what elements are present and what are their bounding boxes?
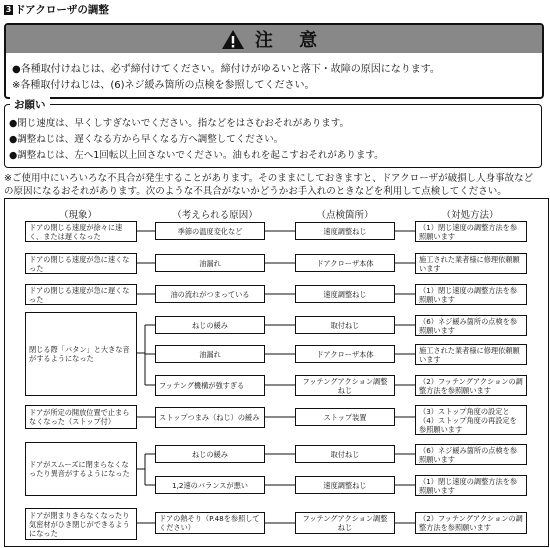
request-title: お願い (10, 97, 50, 112)
checkpoint-3: 速度調整ねじ (295, 285, 395, 303)
phenomenon-4: 閉じる際「バタン」と大きな音がするようになった (25, 312, 137, 396)
remedy-1: （1）閉じ速度の調整方法を参照願います (415, 221, 527, 242)
cause-3: 油の流れがつまっている (155, 285, 265, 303)
checkpoint-8: 取付ねじ (295, 445, 395, 463)
cause-10: ドアの熱そり（P.48を参照してください） (155, 512, 265, 534)
cause-2: 油漏れ (155, 254, 265, 272)
remedy-2: 施工された業者様に修理依頼願います (415, 253, 527, 274)
request-line-2: ●調整ねじは、遅くなる方から早くなる方へ調整してください。 (9, 134, 284, 145)
column-header-checkpoint: （点検箇所） (316, 210, 374, 221)
cause-9: 1,2速のバランスが悪い (155, 476, 265, 494)
phenomenon-6: ドアがスムーズに閉まらなくなったり異音がするようになった (25, 442, 137, 496)
cause-1: 季節の温度変化など (155, 222, 265, 240)
remedy-6: （2）フッテングアクションの調整方法を参照願います (415, 375, 527, 396)
column-header-cause: （考えられる原因） (172, 210, 258, 221)
cause-4: ねじの緩み (155, 316, 265, 334)
remedy-7: （3）ストップ角度の設定と（4）ストップ角度の再設定を参照願います (415, 405, 527, 435)
remedy-8: （6）ネジ緩み箇所の点検を参照願います (415, 444, 527, 465)
cause-6: フッテング機構が強すぎる (155, 375, 265, 396)
checkpoint-9: 速度調整ねじ (295, 476, 395, 494)
remedy-3: （1）閉じ速度の調整方法を参照願います (415, 284, 527, 305)
column-header-phenomenon: （現象） (58, 210, 97, 221)
phenomenon-7: ドアが閉まりきらなくなったり気密材がひき閉じができるようになった (25, 508, 137, 540)
phenomenon-1: ドアの閉じる速度が徐々に速く、または遅くなった (25, 221, 137, 242)
remedy-9: （1）閉じ速度の調整方法を参照願います (415, 475, 527, 496)
caution-line-2: ※各種取付けねじは、(6)ネジ緩み箇所の点検を参照してください。 (12, 80, 315, 91)
checkpoint-1: 速度調整ねじ (295, 222, 395, 240)
section-number: 3 (5, 4, 12, 14)
checkpoint-10: フッテングアクション調整ねじ (295, 512, 395, 534)
checkpoint-6: フッテングアクション調整ねじ (295, 375, 395, 396)
note-line-2: の原因になるおそれがあります。次のような不具合がないかどうかお手入れのときなどを利用して点検してください。 (4, 186, 507, 197)
caution-line-1: ●各種取付けねじは、必ず締付けてください。締付けがゆるいと落下・故障の原因になります。 (12, 64, 440, 75)
request-line-1: ●閉じ速度は、早くしすぎないでください。指などをはさむおそれがあります。 (9, 118, 350, 129)
cause-5: 油漏れ (155, 345, 265, 363)
phenomenon-2: ドアの閉じる速度が急に速くなった (25, 253, 137, 274)
cause-7: ストップつまみ（ねじ）の緩み (155, 407, 265, 428)
cause-8: ねじの緩み (155, 445, 265, 463)
request-line-3: ●調整ねじは、左へ1回転以上回さないでください。油もれを起こすおそれがあります。 (9, 150, 384, 161)
remedy-10: （2）フッテングアクションの調整方法を参照願います (415, 512, 527, 534)
remedy-5: 施工された業者様に修理依頼願います (415, 344, 527, 365)
checkpoint-2: ドアクローザ本体 (295, 254, 395, 272)
phenomenon-5: ドアが所定の開放位置で止まらなくなった（ストップ付） (25, 405, 137, 429)
phenomenon-3: ドアの閉じる速度が急に遅くなった (25, 284, 137, 305)
checkpoint-7: ストップ装置 (295, 408, 395, 426)
checkpoint-4: 取付ねじ (295, 316, 395, 334)
column-header-remedy: （対処方法） (441, 210, 499, 221)
note-line-1: ※ご使用中にいろいろな不具合が発生することがあります。そのままにしておきますと、ドアクローザが破損し人身事故など (4, 173, 534, 184)
section-title: ドアクローザの調整 (15, 4, 109, 16)
checkpoint-5: ドアクローザ本体 (295, 345, 395, 363)
remedy-4: （6）ネジ緩み箇所の点検を参照願います (415, 315, 527, 336)
caution-title: 注 意 (254, 30, 328, 51)
